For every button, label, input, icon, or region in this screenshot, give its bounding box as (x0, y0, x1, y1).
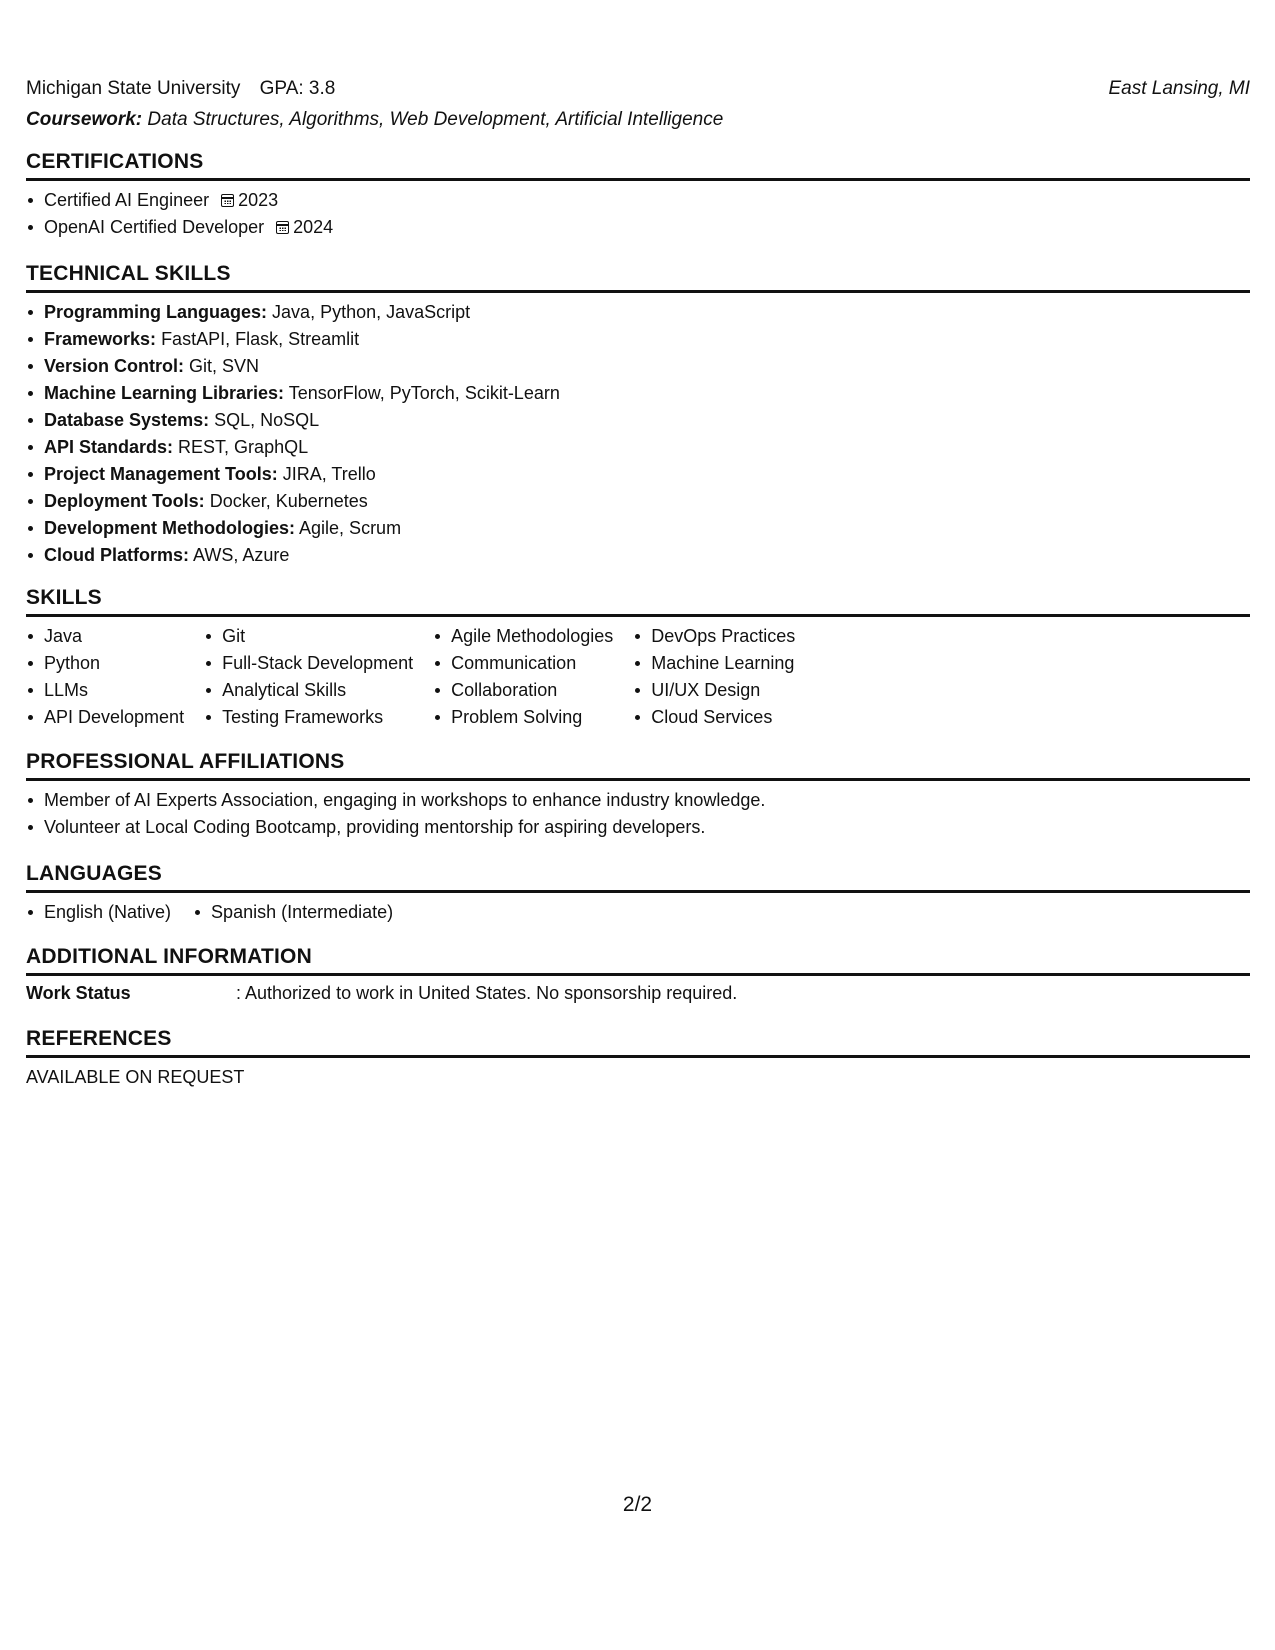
skill-value: TensorFlow, PyTorch, Scikit-Learn (288, 383, 560, 403)
work-status-row (26, 980, 1250, 1007)
skill-value: Docker, Kubernetes (209, 491, 368, 511)
skill-value: Java, Python, JavaScript (272, 302, 471, 322)
skills-column (204, 623, 413, 731)
list-item: Machine Learning (633, 650, 795, 677)
list-item: API Development (26, 704, 184, 731)
list-item: Collaboration (433, 677, 613, 704)
list-item (26, 542, 1250, 569)
skill-label: Programming Languages: (44, 302, 268, 322)
list-item (26, 380, 1250, 407)
skills-column (26, 623, 184, 731)
skill-label: Deployment Tools: (44, 491, 205, 511)
list-item: Cloud Services (633, 704, 795, 731)
gpa: GPA: 3.8 (259, 78, 336, 99)
work-status-label: Work Status (26, 983, 131, 1003)
school-location: East Lansing, MI (1108, 78, 1250, 99)
section-title: PROFESSIONAL AFFILIATIONS (26, 750, 1250, 781)
skill-value: AWS, Azure (193, 545, 290, 565)
skill-label: Frameworks: (44, 329, 157, 349)
list-item: Python (26, 650, 184, 677)
skills-grid (26, 623, 1250, 731)
list-item: Full-Stack Development (204, 650, 413, 677)
skill-label: Machine Learning Libraries: (44, 383, 285, 403)
list-item (26, 299, 1250, 326)
references-text: AVAILABLE ON REQUEST (26, 1067, 245, 1087)
technical-skills-section (26, 262, 1250, 569)
skills-section (26, 586, 1250, 731)
list-item (26, 353, 1250, 380)
section-title: SKILLS (26, 586, 1250, 617)
section-title: REFERENCES (26, 1027, 1250, 1058)
list-item (26, 326, 1250, 353)
list-item: DevOps Practices (633, 623, 795, 650)
coursework (26, 109, 723, 131)
skill-label: Version Control: (44, 356, 185, 376)
certifications-section (26, 150, 1250, 241)
references-section (26, 1027, 1250, 1091)
list-item: UI/UX Design (633, 677, 795, 704)
affiliations-section (26, 750, 1250, 841)
section-title: CERTIFICATIONS (26, 150, 1250, 181)
list-item (26, 515, 1250, 542)
list-item (26, 407, 1250, 434)
list-item: Analytical Skills (204, 677, 413, 704)
calendar-icon (221, 194, 234, 207)
list-item: English (Native) (26, 899, 171, 926)
skill-value: REST, GraphQL (178, 437, 309, 457)
coursework-list: Data Structures, Algorithms, Web Development, Artificial Intelligence (147, 109, 724, 130)
skills-column (633, 623, 795, 731)
work-status-value: : Authorized to work in United States. No sponsorship required. (236, 983, 738, 1003)
skill-value: JIRA, Trello (282, 464, 376, 484)
list-item: Testing Frameworks (204, 704, 413, 731)
school-name: Michigan State University (26, 78, 241, 99)
list-item: Problem Solving (433, 704, 613, 731)
skill-label: Cloud Platforms: (44, 545, 190, 565)
calendar-icon (276, 221, 289, 234)
skill-value: SQL, NoSQL (214, 410, 320, 430)
cert-name: Certified AI Engineer (44, 190, 210, 210)
coursework-label: Coursework: (26, 109, 143, 130)
cert-name: OpenAI Certified Developer (44, 217, 265, 237)
list-item: Java (26, 623, 184, 650)
skill-value: FastAPI, Flask, Streamlit (161, 329, 360, 349)
section-title: ADDITIONAL INFORMATION (26, 945, 1250, 976)
page-number: 2/2 (622, 1493, 653, 1516)
list-item (26, 488, 1250, 515)
list-item: Communication (433, 650, 613, 677)
list-item (26, 187, 1250, 214)
skill-value: Git, SVN (189, 356, 260, 376)
cert-year: 2023 (238, 190, 279, 210)
cert-year: 2024 (293, 217, 334, 237)
list-item: Spanish (Intermediate) (193, 899, 393, 926)
list-item (26, 434, 1250, 461)
list-item: Volunteer at Local Coding Bootcamp, providing mentorship for aspiring developers. (26, 814, 1250, 841)
skill-label: Development Methodologies: (44, 518, 296, 538)
skill-value: Agile, Scrum (299, 518, 402, 538)
additional-info-section (26, 945, 1250, 1007)
list-item: Git (204, 623, 413, 650)
skill-label: API Standards: (44, 437, 174, 457)
list-item: LLMs (26, 677, 184, 704)
skill-label: Database Systems: (44, 410, 210, 430)
list-item (26, 461, 1250, 488)
skill-label: Project Management Tools: (44, 464, 278, 484)
list-item: Agile Methodologies (433, 623, 613, 650)
languages-section (26, 862, 1250, 926)
section-title: LANGUAGES (26, 862, 1250, 893)
section-title: TECHNICAL SKILLS (26, 262, 1250, 293)
education-row (26, 78, 1250, 100)
list-item: Member of AI Experts Association, engaging in workshops to enhance industry knowledge. (26, 787, 1250, 814)
skills-column (433, 623, 613, 731)
list-item (26, 214, 1250, 241)
